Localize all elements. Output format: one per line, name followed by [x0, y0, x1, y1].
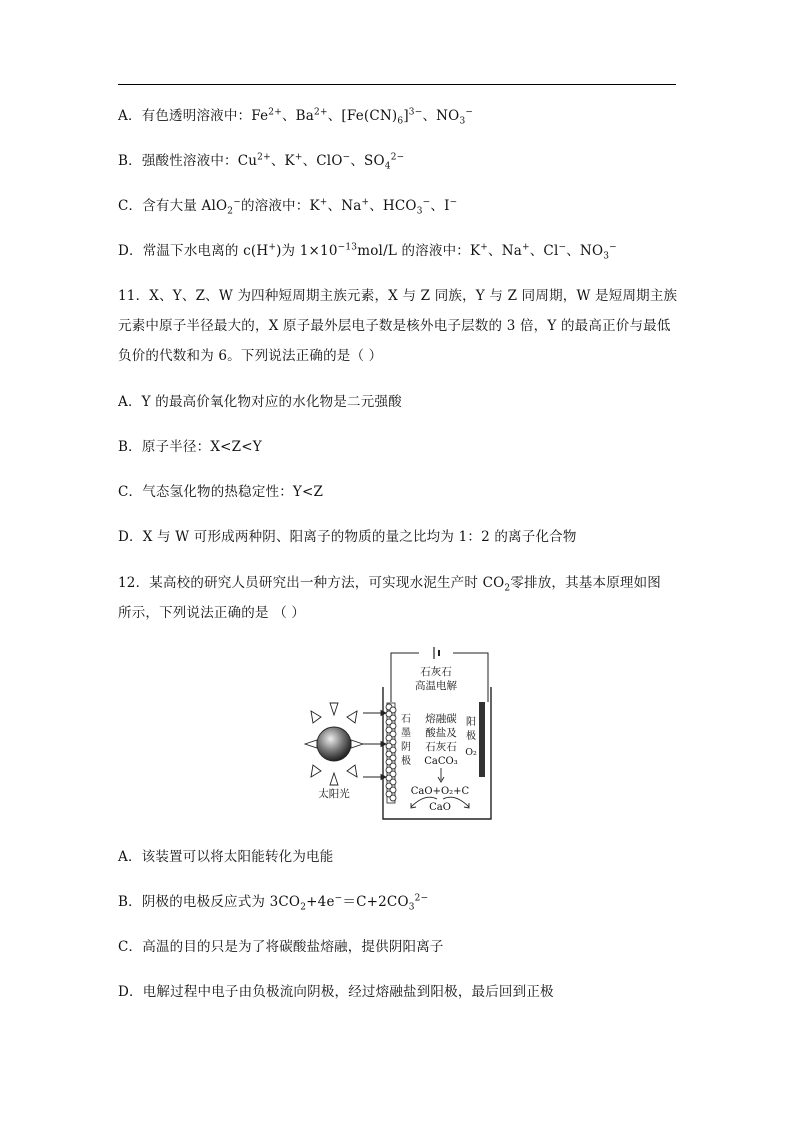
graphite-cathode-coil: [386, 703, 396, 803]
q10-option-a: A．有色透明溶液中：$Fe^{2+}$、$Ba^{2+}$、$[Fe(CN)_6]^{3-}$、$NO_3^-$: [118, 107, 474, 127]
anode-char-2: 极: [466, 731, 476, 742]
product-text: CaO: [429, 802, 451, 813]
cathode-char-4: 极: [401, 756, 411, 767]
cathode-char-1: 石: [401, 714, 411, 725]
electrolysis-figure: [303, 647, 499, 822]
anode-char-3: O₂: [465, 747, 477, 758]
q12-stem-line-1: 12．某高校的研究人员研究出一种方法，可实现水泥生产时 $CO_2$零排放，其基本原理如图: [118, 575, 662, 594]
q11-option-c: C．气态氢化物的热稳定性：Y<Z: [118, 484, 324, 500]
q11-option-b: B．原子半径：X<Z<Y: [118, 439, 262, 455]
q11-stem-line-3: 负价的代数和为 6。下列说法正确的是（ ）: [118, 348, 383, 364]
label-limestone: 石灰石: [420, 666, 452, 678]
anode-char-1: 阳: [466, 717, 476, 728]
q11-option-d: D．X 与 W 可形成两种阴、阳离子的物质的量之比均为 1：2 的离子化合物: [118, 529, 577, 545]
electrolyte-line-3: 石灰石: [425, 741, 457, 753]
q10-option-d: D．常温下水电离的 c(H+)为 $1\times 10^{-13}mol/L$ 的溶液中：K+、Na+、Cl−、$NO_3^-$: [118, 242, 617, 262]
sun-icon: [305, 703, 363, 785]
q12-option-d: D．电解过程中电子由负极流向阴极，经过熔融盐到阳极，最后回到正极: [118, 984, 554, 1000]
q10-option-c: C．含有大量 AlO$_2$−的溶液中：K+、Na+、$HCO_3^-$、I−: [118, 197, 458, 217]
reaction-text: CaO+O₂+C: [410, 786, 470, 797]
sunlight-label: 太阳光: [318, 788, 350, 800]
q11-option-a: A．Y 的最高价氧化物对应的水化物是二元强酸: [118, 394, 402, 410]
q11-stem-line-2: 元素中原子半径最大的，X 原子最外层电子数是核外电子层数的 3 倍，Y 的最高正价与最低: [118, 318, 671, 334]
anode-plate: [479, 702, 485, 777]
electrolyte-line-1: 熔融碳: [425, 713, 457, 725]
cathode-char-3: 阴: [401, 742, 411, 753]
q12-option-a: A．该装置可以将太阳能转化为电能: [118, 849, 334, 865]
label-electrolysis: 高温电解: [415, 680, 457, 692]
electrolyte-line-4: CaCO₃: [424, 756, 458, 767]
q12-stem-line-2: 所示，下列说法正确的是 （ ）: [118, 605, 306, 621]
q12-option-b: B．阴极的电极反应式为 $3CO_2+4e^-=C+2CO_3^{2-}$: [118, 893, 429, 913]
q11-stem-line-1: 11．X、Y、Z、W 为四种短周期主族元素，X 与 Z 同族，Y 与 Z 同周期，W 是短周期主族: [118, 288, 678, 304]
cathode-char-2: 墨: [401, 728, 411, 739]
q10-option-b: B．强酸性溶液中：$Cu^{2+}$、K+、ClO−、$SO_4^{2-}$: [118, 152, 405, 172]
q12-option-c: C．高温的目的只是为了将碳酸盐熔融，提供阴阳离子: [118, 939, 444, 955]
header-rule: [118, 84, 676, 85]
electrolyte-line-2: 酸盐及: [425, 727, 457, 739]
